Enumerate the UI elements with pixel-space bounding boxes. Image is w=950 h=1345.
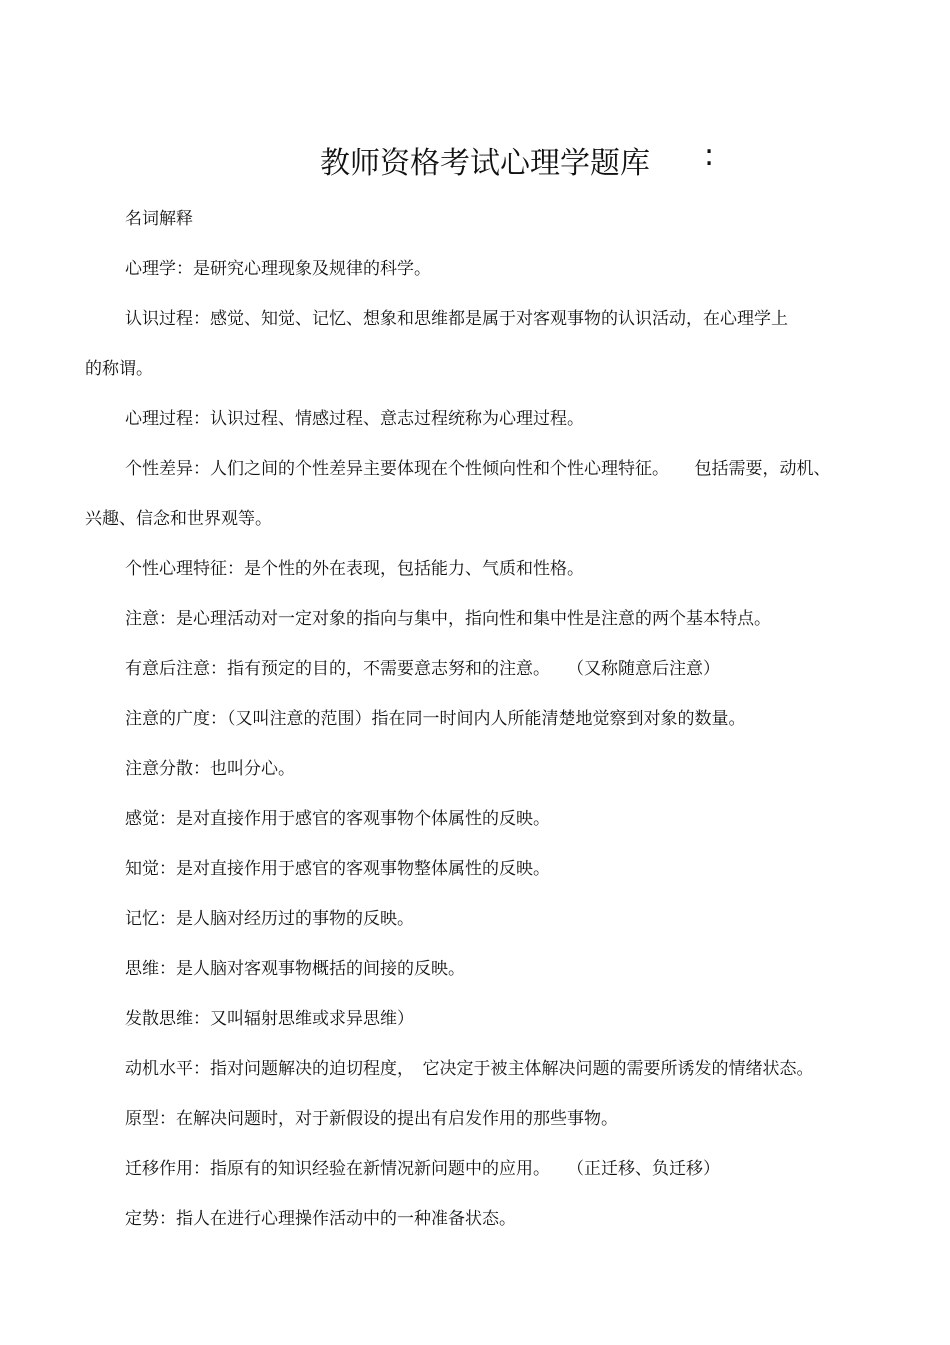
definition-line: 注意的广度：（又叫注意的范围）指在同一时间内人所能清楚地觉察到对象的数量。	[125, 709, 746, 729]
definition-line: 迁移作用：指原有的知识经验在新情况新问题中的应用。 （正迁移、负迁移）	[125, 1159, 720, 1179]
definition-line: 心理过程：认识过程、情感过程、意志过程统称为心理过程。	[125, 409, 584, 429]
page-title: 教师资格考试心理学题库	[320, 146, 650, 181]
definition-line: 定势：指人在进行心理操作活动中的一种准备状态。	[125, 1209, 516, 1229]
definition-line: 知觉：是对直接作用于感官的客观事物整体属性的反映。	[125, 859, 550, 879]
definition-line: 个性心理特征：是个性的外在表现，包括能力、气质和性格。	[125, 559, 584, 579]
definition-line: 有意后注意：指有预定的目的，不需要意志努和的注意。 （又称随意后注意）	[125, 659, 720, 679]
definition-line: 发散思维：又叫辐射思维或求异思维）	[125, 1009, 414, 1029]
definition-line: 个性差异：人们之间的个性差异主要体现在个性倾向性和个性心理特征。 包括需要，动机、	[125, 459, 831, 479]
definition-line: 原型：在解决问题时，对于新假设的提出有启发作用的那些事物。	[125, 1109, 618, 1129]
definition-line: 记忆：是人脑对经历过的事物的反映。	[125, 909, 414, 929]
title-colon: :	[704, 138, 715, 173]
definition-line: 感觉：是对直接作用于感官的客观事物个体属性的反映。	[125, 809, 550, 829]
definition-line: 注意分散：也叫分心。	[125, 759, 295, 779]
definition-line: 认识过程：感觉、知觉、记忆、想象和思维都是属于对客观事物的认识活动，在心理学上	[125, 309, 788, 329]
definition-line: 动机水平：指对问题解决的迫切程度， 它决定于被主体解决问题的需要所诱发的情绪状态。	[125, 1059, 814, 1079]
definition-line-continuation: 兴趣、信念和世界观等。	[85, 509, 272, 529]
definition-line: 注意：是心理活动对一定对象的指向与集中，指向性和集中性是注意的两个基本特点。	[125, 609, 771, 629]
definition-line: 思维：是人脑对客观事物概括的间接的反映。	[125, 959, 465, 979]
definition-line-continuation: 的称谓。	[85, 359, 153, 379]
section-heading: 名词解释	[125, 209, 193, 229]
definition-line: 心理学：是研究心理现象及规律的科学。	[125, 259, 431, 279]
